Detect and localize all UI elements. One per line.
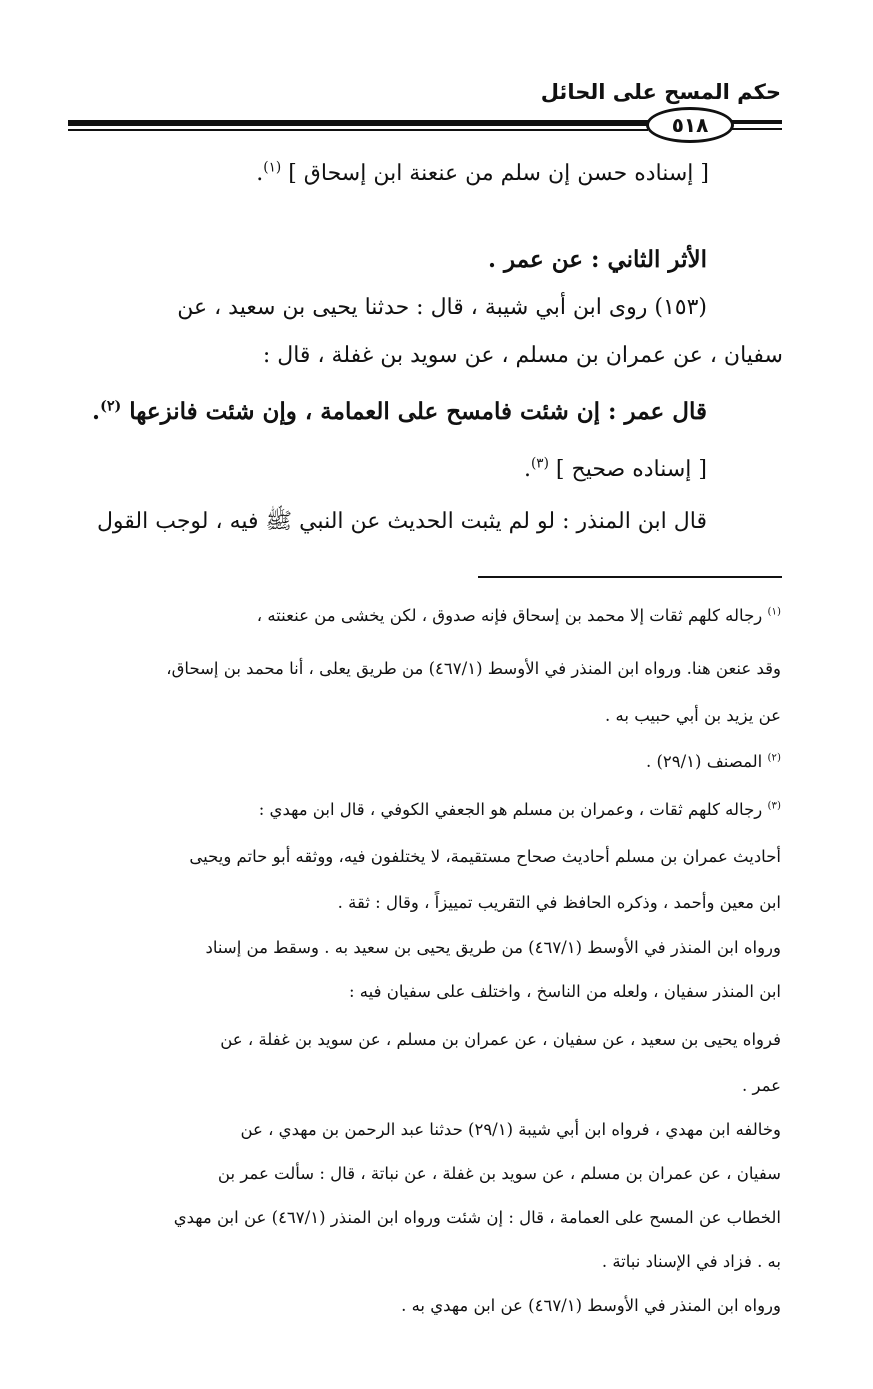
footnote-3-line-2: أحاديث عمران بن مسلم أحاديث صحاح مستقيمة، لا يختلفون فيه، ووثقه أبو حاتم ويحيى <box>189 847 781 866</box>
quote-text: قال عمر : إن شئت فامسح على العمامة ، وإن شئت فانزعها <box>129 398 707 425</box>
main-line-7: قال ابن المنذر : لو لم يثبت الحديث عن النبي ﷺ فيه ، لوجب القول <box>96 509 707 534</box>
footnote-number: (١) <box>767 606 781 618</box>
footnote-3-line-4: ورواه ابن المنذر في الأوسط (٤٦٧/١) من طريق يحيى بن سعيد به . وسقط من إسناد <box>205 938 781 957</box>
footnote-3-line-1 <box>81 792 781 828</box>
page-number: ٥١٨ <box>646 107 734 143</box>
main-line-1: [ إسناده حسن إن سلم من عنعنة ابن إسحاق ] $^{(١)}$. <box>256 159 709 186</box>
footnote-3-line-10: الخطاب عن المسح على العمامة ، قال : إن شئت ورواه ابن المنذر (٤٦٧/١) عن ابن مهدي <box>173 1208 781 1227</box>
header-rule <box>68 120 648 126</box>
main-text: [ إسناده صحيح ] <box>555 457 707 482</box>
main-line-4: سفيان ، عن عمران بن مسلم ، عن سويد بن غفلة ، قال : <box>262 343 783 368</box>
footnote-separator <box>478 576 782 578</box>
footnote-3-line-6: فرواه يحيى بن سعيد ، عن سفيان ، عن عمران بن مسلم ، عن سويد بن غفلة ، عن <box>220 1030 781 1049</box>
main-quote: قال عمر : إن شئت فامسح على العمامة ، وإن شئت فانزعها $^{(٢)}$. <box>92 398 707 425</box>
footnote-3-line-11: به . فزاد في الإسناد نباتة . <box>601 1252 781 1271</box>
footnote-number: (٣) <box>767 800 781 812</box>
footnote-ref: (٣) <box>530 455 549 472</box>
footnote-text: رجاله كلهم ثقات إلا محمد بن إسحاق فإنه صدوق ، لكن يخشى من عنعنته ، <box>256 606 763 625</box>
header-rule-right-thin <box>730 128 782 130</box>
header-rule-thin <box>68 129 648 131</box>
footnote-ref: (٢) <box>100 398 122 415</box>
footnote-3-line-7: عمر . <box>742 1076 781 1095</box>
footnote-text: رجاله كلهم ثقات ، وعمران بن مسلم هو الجعفي الكوفي ، قال ابن مهدي : <box>258 800 763 819</box>
footnote-3-line-8: وخالفه ابن مهدي ، فرواه ابن أبي شيبة (٢٩/١) حدثنا عبد الرحمن بن مهدي ، عن <box>240 1120 781 1139</box>
main-text: [ إسناده حسن إن سلم من عنعنة ابن إسحاق ] <box>288 161 709 186</box>
footnote-text: المصنف (٢٩/١) . <box>645 752 763 771</box>
footnote-3-line-5: ابن المنذر سفيان ، ولعله من الناسخ ، واختلف على سفيان فيه : <box>348 982 781 1001</box>
main-line-3: (١٥٣) روى ابن أبي شيبة ، قال : حدثنا يحيى بن سعيد ، عن <box>177 295 707 320</box>
footnote-1-line-2: وقد عنعن هنا. ورواه ابن المنذر في الأوسط (٤٦٧/١) من طريق يعلى ، أنا محمد بن إسحاق، <box>166 659 781 678</box>
footnote-3-line-3: ابن معين وأحمد ، وذكره الحافظ في التقريب تمييزاً ، وقال : ثقة . <box>337 893 781 912</box>
running-title: حكم المسح على الحائل <box>540 80 781 104</box>
footnote-1-line-3: عن يزيد بن أبي حبيب به . <box>605 706 781 725</box>
footnote-3-line-12: ورواه ابن المنذر في الأوسط (٤٦٧/١) عن ابن مهدي به . <box>401 1296 781 1315</box>
main-line-6: [ إسناده صحيح ] $^{(٣)}$. <box>523 455 707 482</box>
footnote-number: (٢) <box>767 752 781 764</box>
footnote-1-line-1 <box>81 598 781 634</box>
footnote-ref: (١) <box>263 159 282 176</box>
section-heading: الأثر الثاني : عن عمر . <box>488 246 707 273</box>
header-rule-right <box>730 120 782 124</box>
footnote-3-line-9: سفيان ، عن عمران بن مسلم ، عن سويد بن غفلة ، عن نباتة ، قال : سألت عمر بن <box>217 1164 781 1183</box>
footnote-2 <box>81 744 781 780</box>
